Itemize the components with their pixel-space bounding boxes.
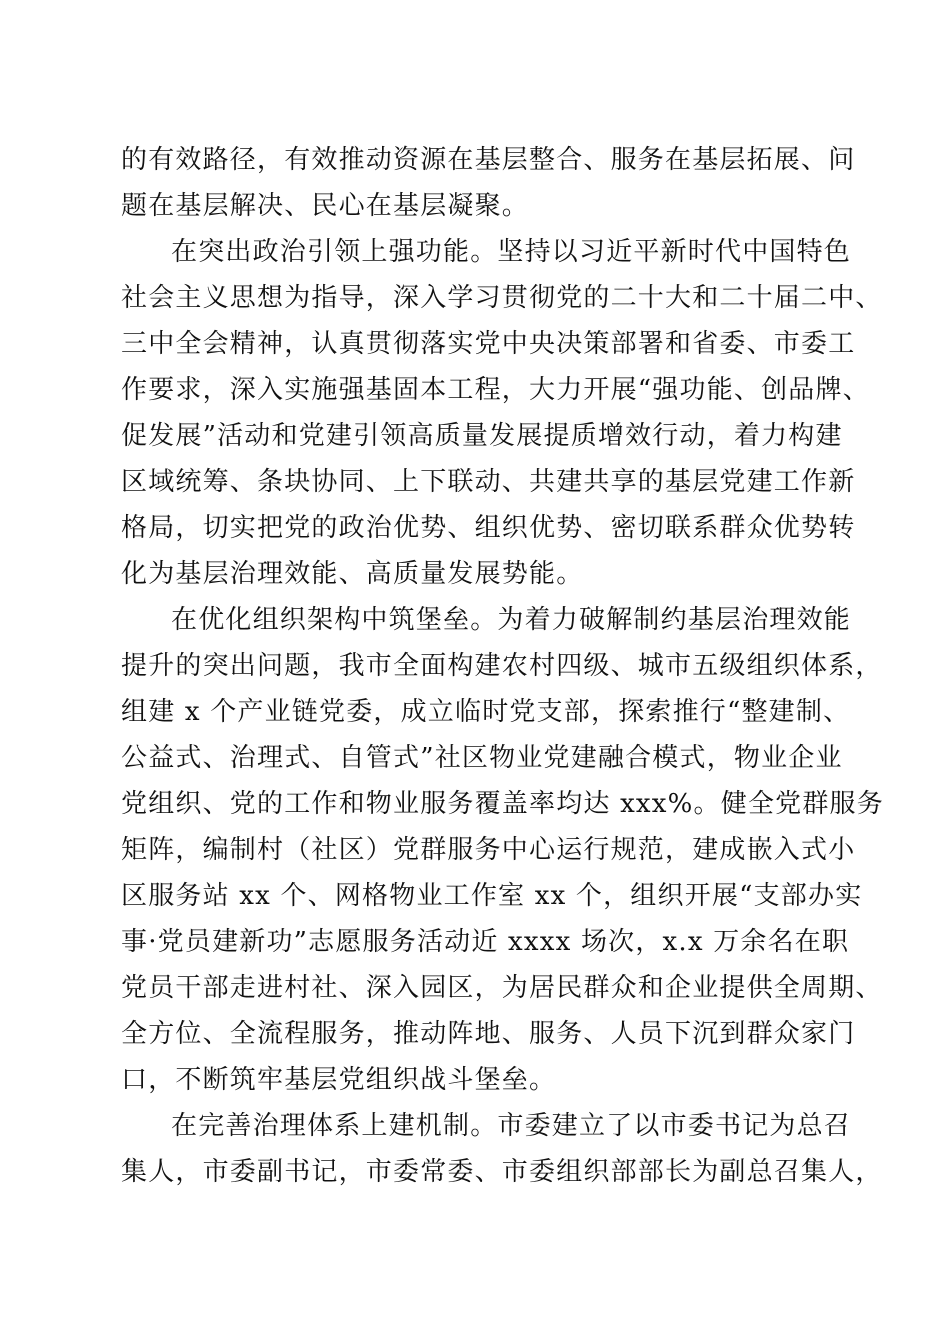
text-line: 组建 x 个产业链党委，成立临时党支部，探索推行“整建制、 xyxy=(121,697,851,727)
text-line: 事·党员建新功”志愿服务活动近 xxxx 场次，x.x 万余名在职 xyxy=(121,927,850,957)
text-line: 集人，市委副书记，市委常委、市委组织部部长为副总召集人， xyxy=(121,1157,883,1187)
text-line: 全方位、全流程服务，推动阵地、服务、人员下沉到群众家门 xyxy=(121,1019,856,1049)
text-line: 社会主义思想为指导，深入学习贯彻党的二十大和二十届二中、 xyxy=(121,283,883,313)
text-line: 促发展”活动和党建引领高质量发展提质增效行动，着力构建 xyxy=(121,421,843,451)
text-line: 口，不断筑牢基层党组织战斗堡垒。 xyxy=(121,1065,557,1095)
text-line: 党组织、党的工作和物业服务覆盖率均达 xxx%。健全党群服务 xyxy=(121,789,884,819)
text-line: 化为基层治理效能、高质量发展势能。 xyxy=(121,559,584,589)
text-line: 区域统筹、条块协同、上下联动、共建共享的基层党建工作新 xyxy=(121,467,856,497)
paragraph-start: 在完善治理体系上建机制。市委建立了以市委书记为总召 xyxy=(171,1111,852,1141)
text-line: 矩阵，编制村（社区）党群服务中心运行规范，建成嵌入式小 xyxy=(121,835,856,865)
text-line: 的有效路径，有效推动资源在基层整合、服务在基层拓展、问 xyxy=(121,145,856,175)
text-line: 区服务站 xx 个、网格物业工作室 xx 个，组织开展“支部办实 xyxy=(121,881,863,911)
text-line: 党员干部走进村社、深入园区，为居民群众和企业提供全周期、 xyxy=(121,973,883,1003)
paragraph-start: 在突出政治引领上强功能。坚持以习近平新时代中国特色 xyxy=(171,237,852,267)
text-line: 公益式、治理式、自管式”社区物业党建融合模式，物业企业 xyxy=(121,743,843,773)
text-line: 作要求，深入实施强基固本工程，大力开展“强功能、创品牌、 xyxy=(121,375,870,405)
text-line: 题在基层解决、民心在基层凝聚。 xyxy=(121,191,530,221)
text-line: 格局，切实把党的政治优势、组织优势、密切联系群众优势转 xyxy=(121,513,856,543)
paragraph-start: 在优化组织架构中筑堡垒。为着力破解制约基层治理效能 xyxy=(171,605,852,635)
text-line: 三中全会精神，认真贯彻落实党中央决策部署和省委、市委工 xyxy=(121,329,856,359)
text-line: 提升的突出问题，我市全面构建农村四级、城市五级组织体系， xyxy=(121,651,883,681)
